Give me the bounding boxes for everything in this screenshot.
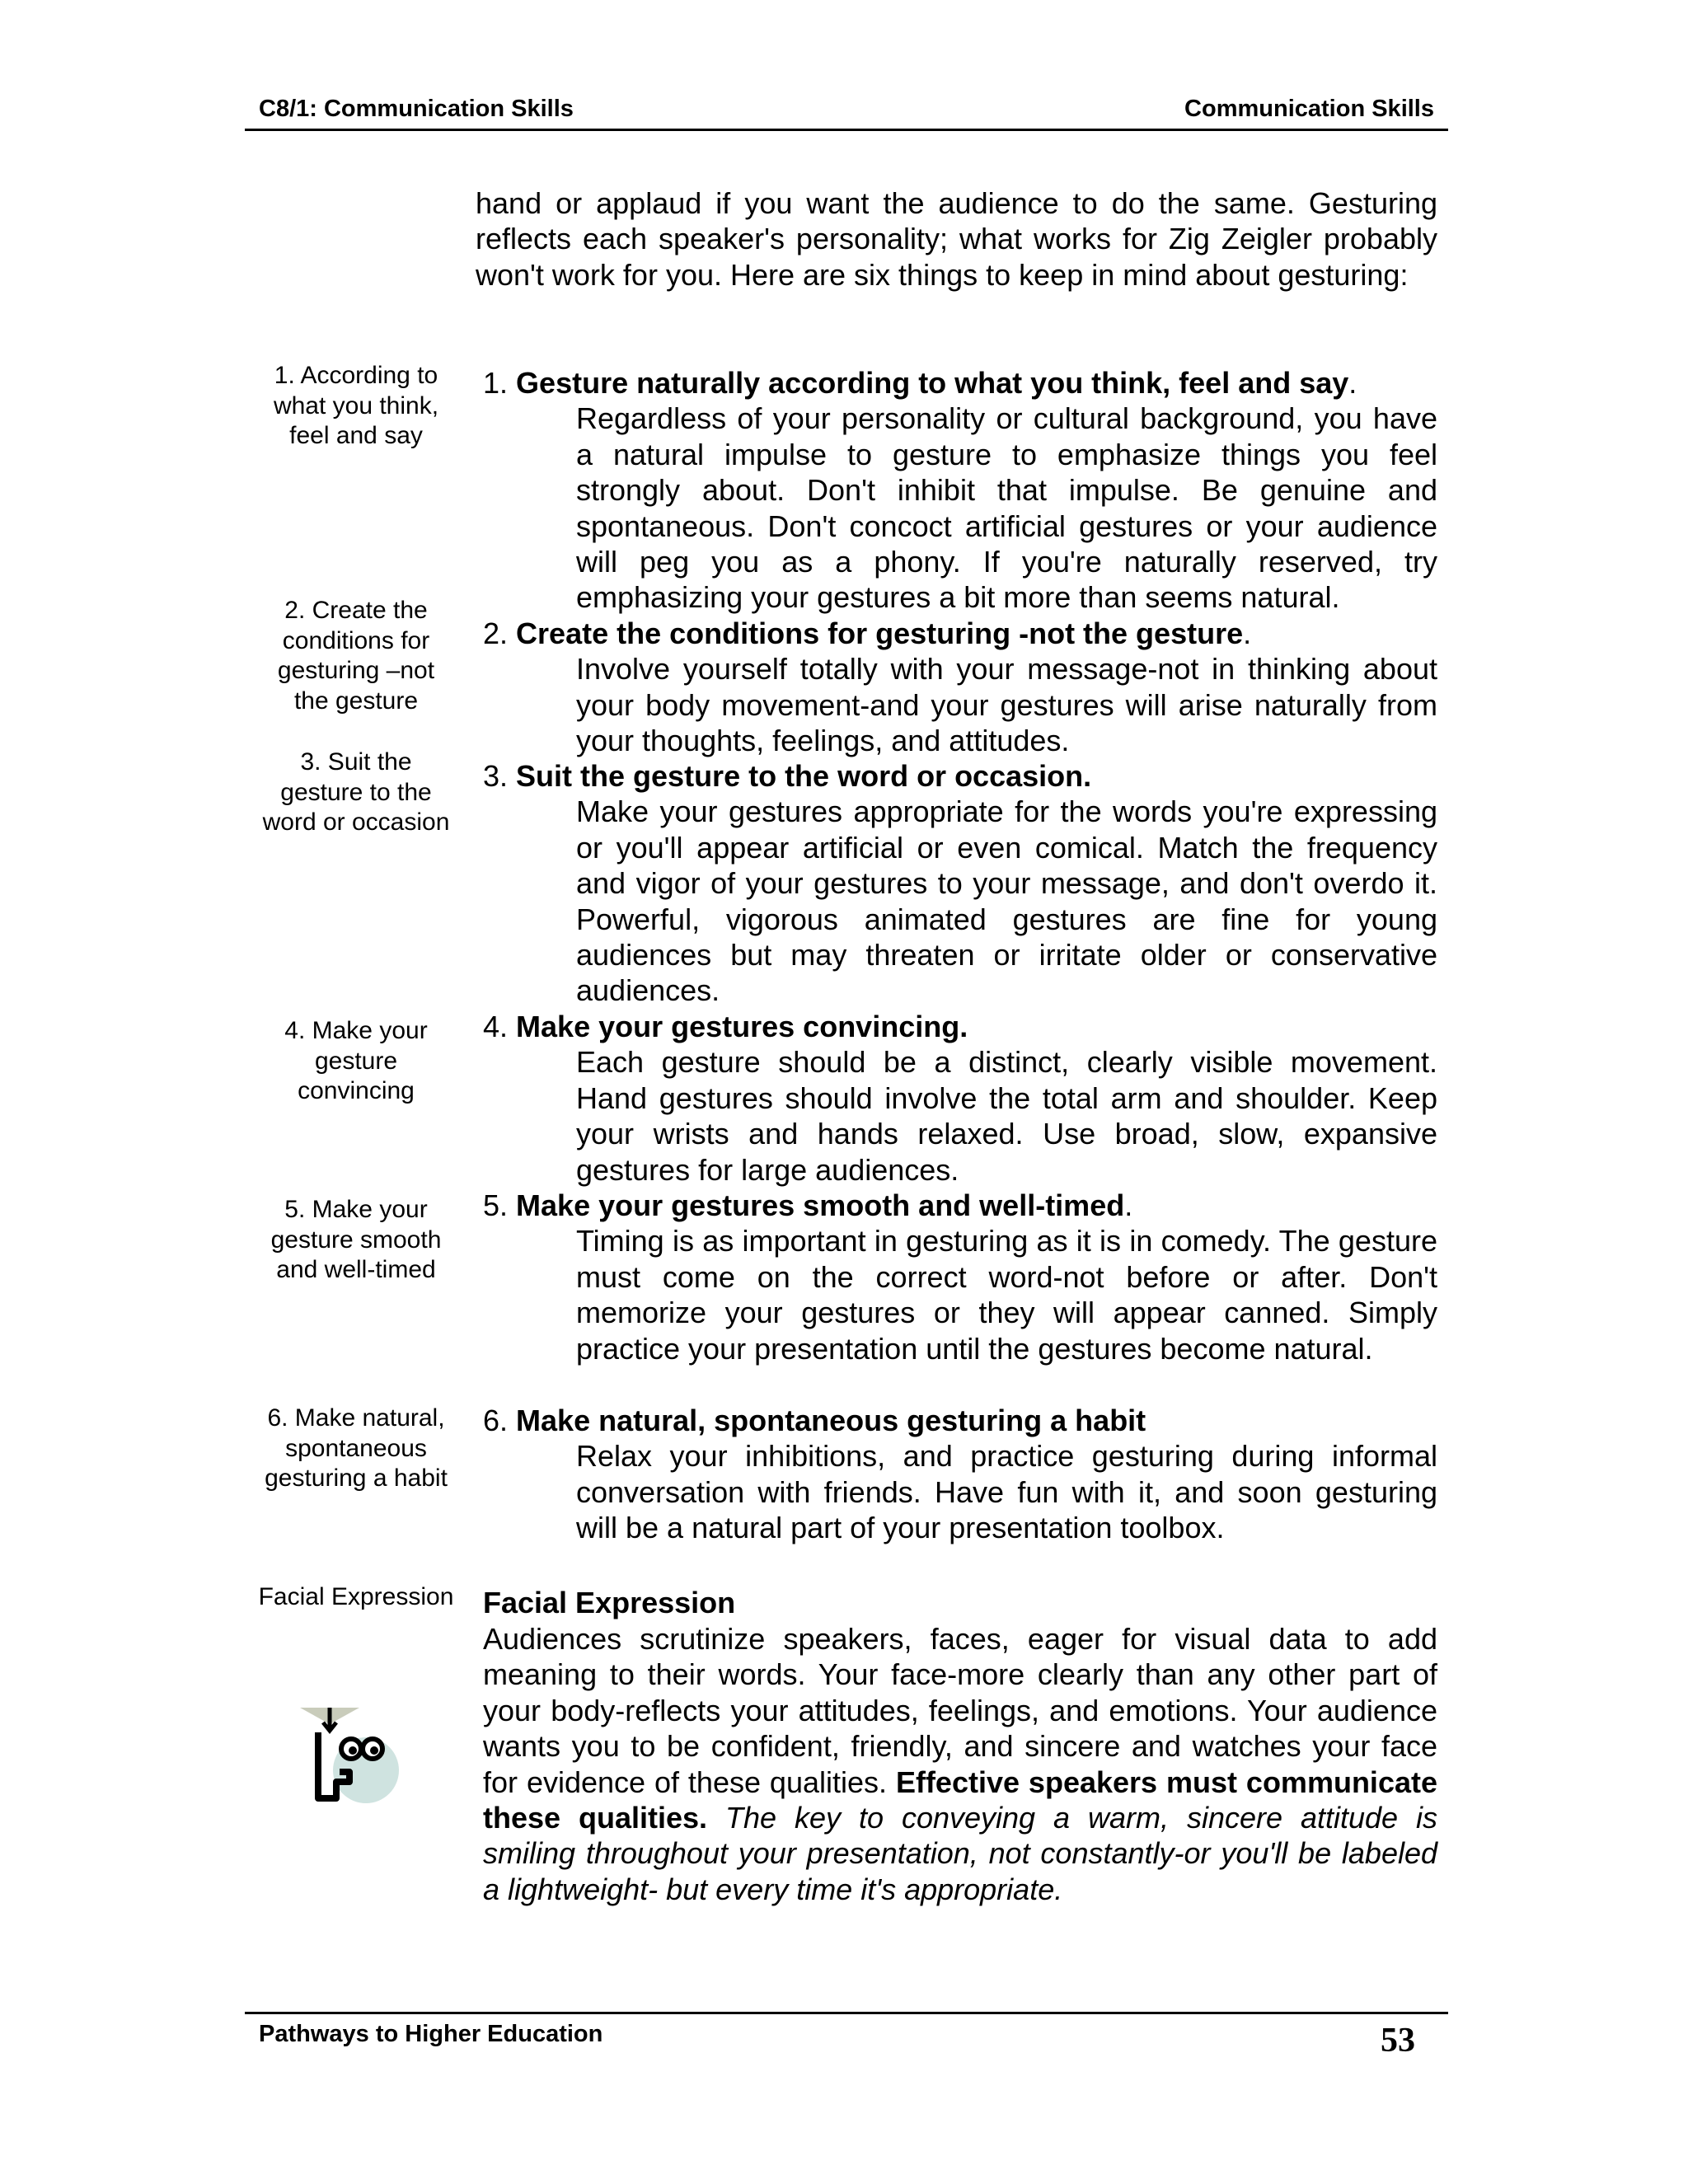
gesture-item-2 — [483, 616, 1437, 759]
header-left: C8/1: Communication Skills — [259, 96, 574, 122]
facial-text-bold: Effective speakers must communicate these qualities. — [483, 1765, 1437, 1835]
intro-paragraph: hand or applaud if you want the audience to do the same. Gesturing reflects each speaker's personality; what works for Zig Zeigler probably won't work for you. Here are six things to keep in mind about gesturing: — [476, 186, 1437, 292]
item-text: Relax your inhibitions, and practice gesturing during informal conversation with friends. Have fun with it, and soon gesturing will be a natural part of your presentation toolbox. — [576, 1439, 1437, 1545]
page-number: 53 — [1381, 2022, 1415, 2060]
page-footer — [245, 2012, 1448, 2080]
margin-note-4: 4. Make your gesture convincing — [284, 1017, 428, 1104]
item-title: Make your gestures smooth and well-timed — [516, 1188, 1125, 1222]
item-title: Create the conditions for gesturing -not the gesture — [516, 616, 1244, 650]
item-text: Involve yourself totally with your message-not in thinking about your body movement-and your gestures will arise naturally from your thoughts, feelings, and attitudes. — [576, 652, 1437, 758]
gesture-item-6 — [483, 1403, 1437, 1546]
facial-text-italic: The key to conveying a warm, sincere attitude is smiling throughout your presentation, not constantly-or you'll be labeled a lightweight- but every time it's appropriate. — [483, 1801, 1437, 1906]
item-title-tail: . — [1243, 616, 1252, 650]
item-title: Make your gestures convincing. — [516, 1010, 968, 1043]
item-number: 3. — [483, 759, 509, 793]
item-text: Make your gestures appropriate for the words you're expressing or you'll appear artificial or even comical. Match the frequency and vigor of your gestures to your message, and don't overdo it. Powerful, vigorous animated gestures are fine for young audiences but may threaten or irritate older or conservative audiences. — [576, 794, 1437, 1008]
item-title: Suit the gesture to the word or occasion. — [516, 759, 1092, 793]
margin-note-5: 5. Make your gesture smooth and well-timed — [270, 1196, 442, 1283]
facial-text-plain: Audiences scrutinize speakers, faces, eager for visual data to add meaning to their words. Your face-more clearly than any other part of your body-reflects your attitudes, feelings, and emotions. Your audience wants you to be confident, friendly, and sincere and watches your face for evidence of these qualities. — [483, 1622, 1437, 1799]
item-number: 5. — [483, 1188, 509, 1222]
item-text: Each gesture should be a distinct, clearly visible movement. Hand gestures should involve the total arm and shoulder. Keep your wrists and hands relaxed. Use broad, slow, expansive gestures for large audiences. — [576, 1045, 1437, 1187]
gesture-item-1 — [483, 365, 1437, 616]
header-right: Communication Skills — [1184, 96, 1434, 122]
margin-note-6: 6. Make natural, spontaneous gesturing a habit — [265, 1404, 448, 1492]
item-text: Regardless of your personality or cultural background, you have a natural impulse to gesture to emphasize things you feel strongly about. Don't inhibit that impulse. Be genuine and spontaneous. Don't concoct artificial gestures or your audience will peg you as a phony. If you're naturally reserved, try emphasizing your gestures a bit more than seems natural. — [576, 401, 1437, 615]
item-title: Gesture naturally according to what you think, feel and say — [516, 366, 1349, 400]
page-header — [245, 92, 1448, 131]
facial-expression-paragraph — [483, 1621, 1437, 1907]
item-title-tail: . — [1348, 366, 1357, 400]
footer-left: Pathways to Higher Education — [259, 2021, 603, 2047]
facial-expression-heading: Facial Expression — [483, 1586, 736, 1619]
item-number: 4. — [483, 1010, 509, 1043]
margin-note-facial: Facial Expression — [258, 1583, 454, 1610]
gesture-item-5 — [483, 1188, 1437, 1366]
item-text: Timing is as important in gesturing as it is in comedy. The gesture must come on the correct word-not before or after. Don't memorize your gestures or they will appear canned. Simply practice your presentation until the gestures become natural. — [576, 1224, 1437, 1366]
gesture-item-4 — [483, 1009, 1437, 1188]
margin-note-3: 3. Suit the gesture to the word or occasion — [262, 748, 450, 836]
gesture-item-3 — [483, 758, 1437, 1009]
margin-note-1: 1. According to what you think, feel and say — [273, 362, 439, 449]
item-title-tail: . — [1124, 1188, 1133, 1222]
item-title: Make natural, spontaneous gesturing a habit — [516, 1404, 1146, 1437]
item-number: 2. — [483, 616, 509, 650]
item-number: 1. — [483, 366, 509, 400]
margin-note-2: 2. Create the conditions for gesturing –not the gesture — [277, 597, 435, 715]
thinking-person-clipart-icon — [300, 1703, 407, 1810]
item-number: 6. — [483, 1404, 509, 1437]
